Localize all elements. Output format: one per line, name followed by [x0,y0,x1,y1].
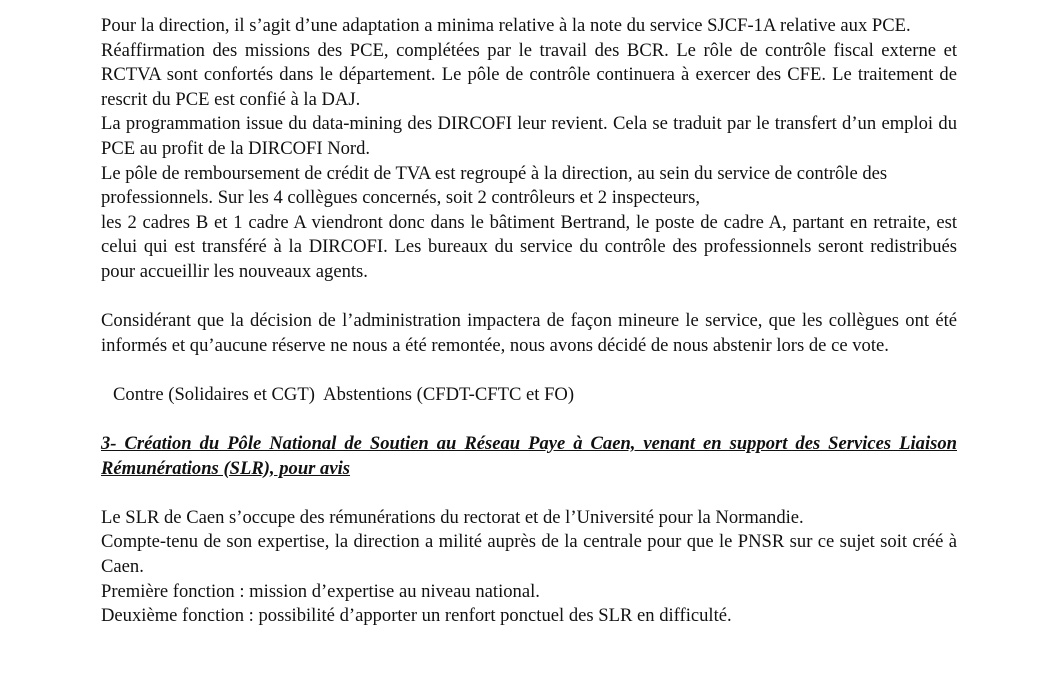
vote-result: Contre (Solidaires et CGT) Abstentions (CFDT-CFTC et FO) [113,383,575,405]
paragraph-abstention-statement: Considérant que la décision de l’administration impactera de façon mineure le service, que les collègues ont été informés et qu’aucune réserve ne nous a été remontée, nous avons décidé de nous abstenir lors de ce vote. [101,310,957,356]
spacer [101,358,957,383]
paragraph-pce-missions: Réaffirmation des missions des PCE, complétées par le travail des BCR. Le rôle de contrôle fiscal externe et RCTVA sont confortés dans le département. Le pôle de contrôle continuera à exercer des CFE. Le traitement de rescrit du PCE est confié à la DAJ. [101,39,957,110]
paragraph-tva-pole: Le pôle de remboursement de crédit de TVA est regroupé à la direction, au sein du service de contrôle des professionnels. Sur les 4 collègues concernés, soit 2 contrôleurs et 2 inspecteurs, [101,162,888,209]
paragraph-expertise: Compte-tenu de son expertise, la direction a milité auprès de la centrale pour que le PNSR sur ce sujet soit créé à Caen. [101,531,957,578]
spacer [101,408,957,433]
spacer [101,481,957,506]
section-heading: 3- Création du Pôle National de Soutien au Réseau Paye à Caen, venant en support des Services Liaison Rémunérations (SLR), pour avis [101,433,957,479]
paragraph-direction-adaptation: Pour la direction, il s’agit d’une adaptation a minima relative à la note du service SJCF-1A relative aux PCE. [101,15,911,36]
document-page [101,14,957,629]
paragraph-second-function: Deuxième fonction : possibilité d’apporter un renfort ponctuel des SLR en difficulté. [101,605,732,627]
paragraph-slr-caen: Le SLR de Caen s’occupe des rémunérations du rectorat et de l’Université pour la Normandie. [101,506,804,528]
paragraph-cadres-transfer: les 2 cadres B et 1 cadre A viendront donc dans le bâtiment Bertrand, le poste de cadre A, partant en retraite, est celui qui est transféré à la DIRCOFI. Les bureaux du service du contrôle des professionnels seront redistribués pour accueillir les nouveaux agents. [101,211,957,282]
spacer [101,285,957,310]
paragraph-first-function: Première fonction : mission d’expertise au niveau national. [101,580,540,602]
paragraph-data-mining: La programmation issue du data-mining des DIRCOFI leur revient. Cela se traduit par le transfert d’un emploi du PCE au profit de la DIRCOFI Nord. [101,113,957,159]
